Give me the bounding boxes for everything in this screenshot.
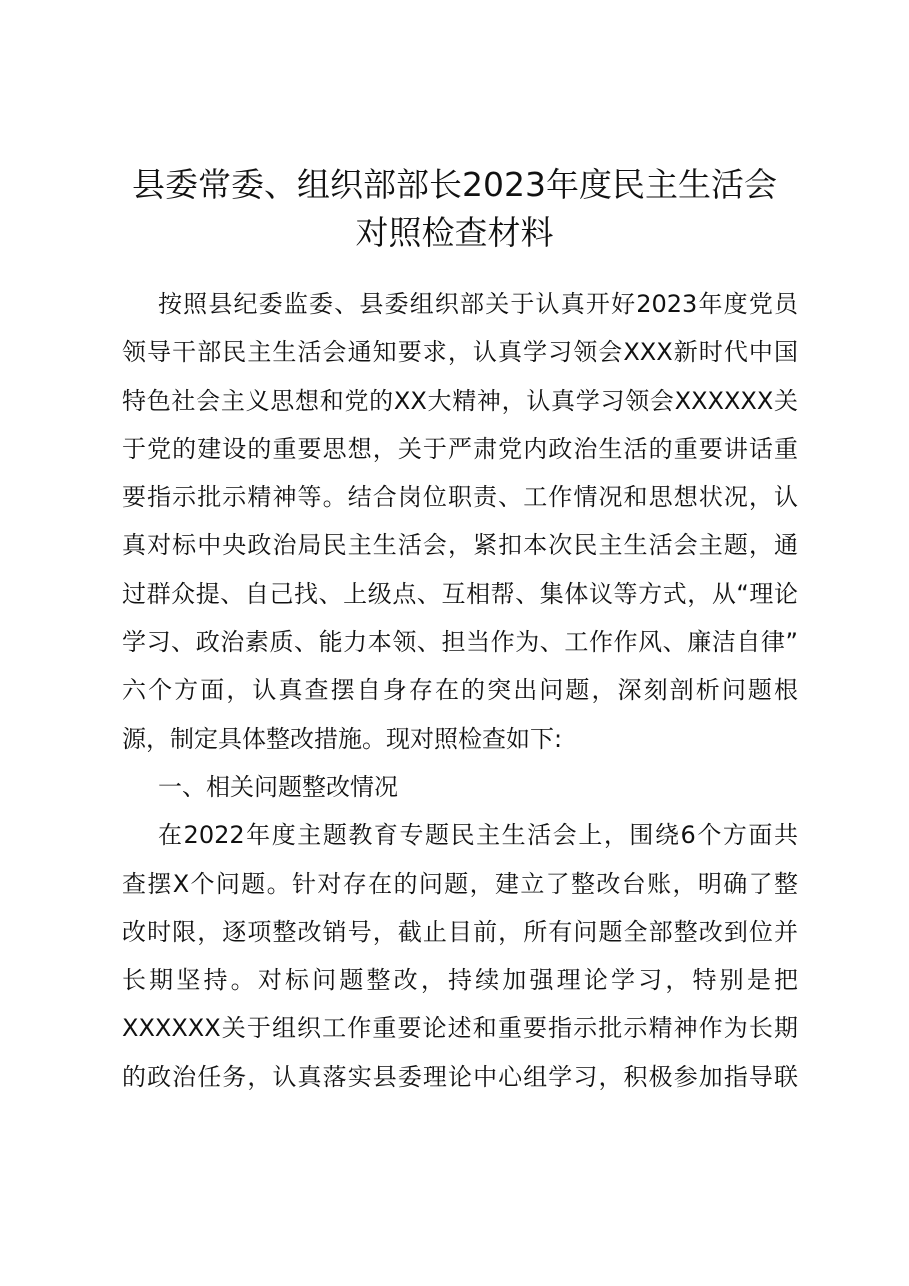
text-line: 要指示批示精神等。结合岗位职责、工作情况和思想状况，认 (122, 483, 798, 512)
text-line: 的政治任务，认真落实县委理论中心组学习，积极参加指导联 (122, 1062, 798, 1091)
text-line: 过群众提、自己找、上级点、互相帮、集体议等方式，从“理论 (122, 579, 798, 608)
text-line: 六个方面，认真查摆自身存在的突出问题，深刻剖析问题根 (122, 676, 798, 705)
text-line: 领导干部民主生活会通知要求，认真学习领会XXX新时代中国 (122, 338, 798, 367)
text-line: 在2022年度主题教育专题民主生活会上，围绕6个方面共 (158, 821, 798, 850)
text-line: 改时限，逐项整改销号，截止目前，所有问题全部整改到位并 (122, 917, 798, 946)
document-body (122, 280, 798, 1101)
text-line: 查摆X个问题。针对存在的问题，建立了整改台账，明确了整 (122, 869, 798, 898)
text-line: 长期坚持。对标问题整改，持续加强理论学习，特别是把 (122, 966, 798, 995)
section-heading-text: 一、相关问题整改情况 (158, 772, 398, 801)
text-line: 特色社会主义思想和党的XX大精神，认真学习领会XXXXXX关 (122, 386, 798, 415)
paragraph-intro (122, 280, 798, 763)
document-title (100, 161, 809, 257)
text-line: 按照县纪委监委、县委组织部关于认真开好2023年度党员 (158, 290, 798, 318)
text-line: 真对标中央政治局民主生活会，紧扣本次民主生活会主题，通 (122, 531, 798, 560)
section-heading (122, 763, 798, 811)
text-line: 于党的建设的重要思想，关于严肃党内政治生活的重要讲话重 (122, 434, 798, 463)
text-line: 源，制定具体整改措施。现对照检查如下: (122, 724, 563, 753)
paragraph-rectification (122, 811, 798, 1101)
text-line: XXXXXX关于组织工作重要论述和重要指示批示精神作为长期 (122, 1014, 798, 1043)
title-line-2: 对照检查材料 (355, 213, 554, 252)
title-line-1: 县委常委、组织部部长2023年度民主生活会 (132, 165, 777, 204)
text-line: 学习、政治素质、能力本领、担当作为、工作作风、廉洁自律” (122, 628, 798, 657)
